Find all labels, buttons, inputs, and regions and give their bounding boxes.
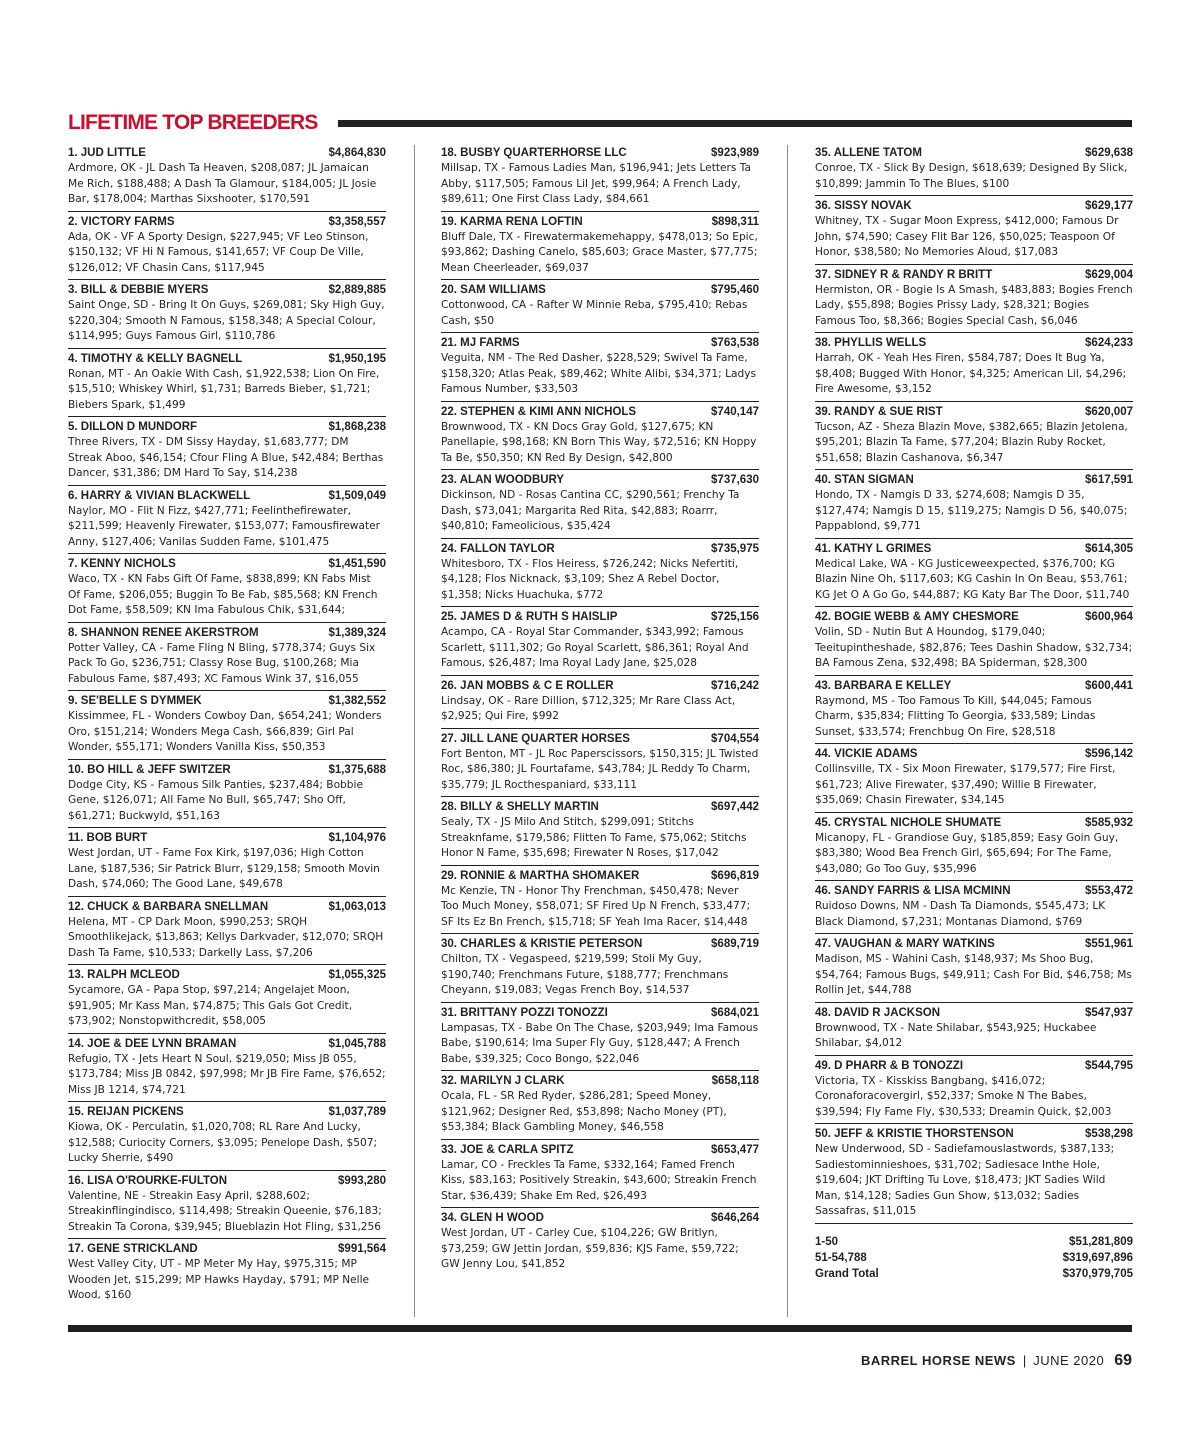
breeder-entry [815,145,1133,196]
page-title: LIFETIME TOP BREEDERS [68,111,318,134]
breeder-name: 37. SIDNEY R & RANDY R BRITT [815,268,993,281]
breeder-entry [68,145,386,212]
breeder-earnings: $617,591 [1085,474,1133,486]
breeder-earnings: $629,004 [1085,268,1133,281]
breeder-earnings: $600,441 [1085,679,1133,692]
breeder-earnings: $596,142 [1085,748,1133,760]
breeder-name: 1. JUD LITTLE [68,147,146,159]
breeder-earnings: $1,055,325 [328,969,386,981]
breeder-entry [441,934,759,1003]
breeder-details: West Jordan, UT - Carley Cue, $104,226; GW Britlyn, $73,259; GW Jettin Jordan, $59,836; KJS Fame, $59,722; GW Jenny Lou, $41,852 [441,1227,739,1270]
breeder-heading [68,556,386,572]
breeder-heading [815,1058,1133,1074]
breeder-heading [441,868,759,884]
breeder-entry [815,881,1133,934]
breeder-heading [441,1142,759,1158]
breeder-entry [441,145,759,212]
breeder-name: 9. SE'BELLE S DYMMEK [68,695,202,707]
breeder-heading [68,693,386,709]
breeder-details: Whitesboro, TX - Flos Heiress, $726,242; Nicks Nefertiti, $4,128; Flos Nicknack, $3,109; Shez A Rebel Doctor, $1,358; Nicks Huachuka, $772 [441,557,739,601]
breeder-name: 7. KENNY NICHOLS [68,558,176,570]
breeder-entry [441,539,759,608]
breeder-heading [68,967,386,983]
breeder-name: 13. RALPH MCLEOD [68,969,180,981]
breeder-earnings: $1,104,976 [328,832,386,844]
totals-amount: $370,979,705 [1062,1267,1133,1280]
breeder-name: 17. GENE STRICKLAND [68,1243,198,1255]
breeder-details: Raymond, MS - Too Famous To Kill, $44,045; Famous Charm, $35,834; Flitting To Georgia, $33,589; Lindas Sunset, $33,574; Frenchbug On Fire, $28,518 [815,694,1096,738]
totals-row [815,1266,1133,1282]
breeder-name: 11. BOB BURT [68,832,148,844]
breeder-heading [68,1173,386,1189]
breeder-heading [815,472,1133,488]
breeder-details: Madison, MS - Wahini Cash, $148,937; Ms Shoo Bug, $54,764; Famous Bugs, $49,911; Cash For Bid, $46,758; Ms Rollin Jet, $44,788 [815,953,1132,996]
breeder-name: 35. ALLENE TATOM [815,147,922,159]
breeder-details: West Valley City, UT - MP Meter My Hay, $975,315; MP Wooden Jet, $15,299; MP Hawks Hayday, $791; MP Nelle Wood, $160 [68,1258,370,1301]
breeder-earnings: $629,177 [1085,200,1133,212]
breeder-name: 38. PHYLLIS WELLS [815,337,927,349]
breeder-earnings: $4,864,830 [328,147,386,159]
breeder-heading [441,145,759,161]
breeder-earnings: $553,472 [1085,885,1133,897]
page-footer [861,1352,1132,1370]
breeder-heading [815,267,1133,283]
breeder-earnings: $716,242 [711,679,759,692]
breeder-earnings: $551,961 [1085,938,1133,950]
breeder-heading [68,1036,386,1052]
breeder-name: 44. VICKIE ADAMS [815,748,918,760]
breeder-earnings: $763,538 [711,337,759,349]
breeder-details: Conroe, TX - Slick By Design, $618,639; Designed By Slick, $10,899; Jammin To The Blues, $100 [815,162,1128,190]
breeder-details: Millsap, TX - Famous Ladies Man, $196,941; Jets Letters Ta Abby, $117,505; Famous Lil Jet, $99,964; A French Lady, $89,611; One First Class Lady, $84,661 [441,162,751,205]
breeder-earnings: $697,442 [711,801,759,813]
breeder-entry [441,729,759,798]
breeder-name: 16. LISA O'ROURKE-FULTON [68,1174,228,1187]
breeder-name: 26. JAN MOBBS & C E ROLLER [441,679,614,692]
breeder-earnings: $696,819 [711,869,759,882]
breeder-entry [815,1003,1133,1056]
breeder-earnings: $1,045,788 [328,1037,386,1050]
breeder-name: 4. TIMOTHY & KELLY BAGNELL [68,352,243,365]
breeder-earnings: $923,989 [711,147,759,159]
breeder-heading [441,731,759,747]
breeder-entry [441,607,759,676]
breeder-details: Bluff Dale, TX - Firewatermakemehappy, $478,013; So Epic, $93,862; Dashing Canelo, $85,603; Grace Master, $77,775; Mean Cheerleader, $69,037 [441,230,758,274]
breeder-entry [68,760,386,829]
breeder-entry [815,539,1133,608]
totals-label: 1-50 [815,1235,839,1248]
breeder-entry [815,934,1133,1003]
breeder-heading [68,488,386,504]
breeder-name: 43. BARBARA E KELLEY [815,679,952,692]
breeder-entry [441,1003,759,1072]
breeder-earnings: $1,037,789 [328,1106,386,1118]
breeder-heading [441,678,759,694]
breeder-entry [441,212,759,281]
breeder-entry [68,280,386,349]
breeder-heading [441,609,759,625]
totals-label: Grand Total [815,1267,879,1280]
totals-label: 51-54,788 [815,1251,867,1264]
breeder-details: Waco, TX - KN Fabs Gift Of Fame, $838,899; KN Fabs Mist Of Fame, $206,055; Buggin To Be Fab, $85,568; KN French Dot Fame, $58,509; KN Ima Fabulous Chik, $31,644; [68,573,378,616]
breeder-entry [68,965,386,1034]
breeder-heading [441,1073,759,1089]
breeder-name: 40. STAN SIGMAN [815,474,914,486]
breeder-details: Ronan, MT - An Oakie With Cash, $1,922,538; Lion On Fire, $15,510; Whiskey Whirl, $1,731; Barreds Bieber, $1,721; Biebers Spark, $1,499 [68,367,380,411]
breeder-earnings: $684,021 [711,1006,759,1019]
breeder-heading [815,746,1133,762]
breeder-details: Hondo, TX - Namgis D 33, $274,608; Namgis D 35, $127,474; Namgis D 15, $119,275; Namgis D 56, $40,075; Pappablond, $9,771 [815,489,1128,532]
breeder-earnings: $658,118 [711,1075,759,1087]
breeder-entry [441,797,759,866]
breeder-details: Sealy, TX - JS Milo And Stitch, $299,091; Stitchs Streaknfame, $179,586; Flitten To Fame, $75,062; Stitchs Honor N Fame, $35,698; Firewater N Roses, $17,042 [441,816,747,859]
breeder-name: 15. REIJAN PICKENS [68,1106,184,1118]
breeder-earnings: $991,564 [338,1243,386,1255]
breeder-earnings: $614,305 [1085,542,1133,555]
breeder-details: Chilton, TX - Vegaspeed, $219,599; Stoli My Guy, $190,740; Frenchmans Future, $188,777; Frenchmans Cheyann, $19,083; Vegas French Boy, $14,537 [441,953,729,996]
breeder-heading [68,1241,386,1257]
breeder-details: Naylor, MO - Flit N Fizz, $427,771; Feelinthefirewater, $211,599; Heavenly Firewater, $153,077; Famousfirewater Anny, $127,406; Vanilas Sudden Fame, $101,475 [68,504,380,548]
breeder-entry [68,623,386,692]
breeder-entry [441,1071,759,1140]
breeder-earnings: $653,477 [711,1143,759,1156]
breeder-entry [441,866,759,935]
column-divider [787,145,788,1317]
breeder-details: Potter Valley, CA - Fame Fling N Bling, $778,374; Guys Six Pack To Go, $236,751; Classy Rose Bug, $100,268; Mia Fabulous Fame, $87,493; XC Famous Wink 37, $16,055 [68,641,376,685]
breeder-name: 36. SISSY NOVAK [815,200,912,212]
breeder-name: 27. JILL LANE QUARTER HORSES [441,732,630,745]
breeder-details: Ocala, FL - SR Red Ryder, $286,281; Speed Money, $121,962; Designer Red, $53,898; Nacho Money (PT), $53,384; Black Gambling Money, $46,558 [441,1090,727,1133]
breeder-earnings: $544,795 [1085,1059,1133,1072]
publication-name: BARREL HORSE NEWS [860,1353,1016,1368]
breeder-earnings: $704,554 [711,732,759,745]
breeder-details: Medical Lake, WA - KG Justiceweexpected, $376,700; KG Blazin Nine Oh, $117,603; KG Cashin In On Beau, $53,761; KG Jet O A Go Go, $44,887; KG Katy Bar The Door, $11,740 [815,557,1130,601]
breeder-heading [68,214,386,230]
breeder-earnings: $735,975 [711,542,759,555]
breeder-entry [441,333,759,402]
breeder-heading [68,762,386,778]
breeder-entry [441,1140,759,1209]
breeder-earnings: $1,382,552 [328,695,386,707]
breeder-name: 25. JAMES D & RUTH S HAISLIP [441,611,618,623]
breeder-entry [68,1102,386,1171]
breeder-name: 23. ALAN WOODBURY [441,474,565,486]
breeder-entry [68,212,386,281]
breeder-heading [68,282,386,298]
breeder-heading [815,541,1133,557]
breeder-entry [68,1171,386,1240]
breeder-name: 33. JOE & CARLA SPITZ [441,1143,574,1156]
breeder-name: 6. HARRY & VIVIAN BLACKWELL [68,489,251,502]
breeder-details: Harrah, OK - Yeah Hes Firen, $584,787; Does It Bug Ya, $8,408; Bugged With Honor, $4,325; American Lil, $4,296; Fire Awesome, $3,152 [815,352,1127,395]
breeder-heading [441,404,759,420]
breeder-earnings: $737,630 [711,474,759,486]
breeder-earnings: $1,375,688 [328,763,386,776]
breeder-details: Three Rivers, TX - DM Sissy Hayday, $1,683,777; DM Streak Aboo, $46,154; Cfour Fling A Blue, $42,484; Berthas Dancer, $31,386; DM Hard To Say, $14,238 [68,436,384,479]
breeder-heading [68,899,386,915]
breeder-earnings: $646,264 [711,1212,759,1224]
breeder-heading [68,351,386,367]
breeder-entry [68,897,386,966]
breeder-details: Valentine, NE - Streakin Easy April, $288,602; Streakinflingindisco, $114,498; Streakin Queenie, $76,183; Streakin Ta Corona, $39,945; Blueblazin Hot Fling, $31,256 [68,1189,382,1233]
breeder-earnings: $1,509,049 [328,489,386,502]
breeder-heading [815,198,1133,214]
breeder-heading [441,1210,759,1226]
breeder-details: New Underwood, SD - Sadiefamouslastwords, $387,133; Sadiestominnieshoes, $31,702; Sadiesace Inthe Hole, $19,604; JKT Drifting Tu Love, $18,473; JKT Sadies Wild Man, $14,128; Sadies Gun Show, $13,032; Sadies Sassafras, $11,015 [815,1143,1115,1217]
breeder-heading [441,1005,759,1021]
breeder-name: 45. CRYSTAL NICHOLE SHUMATE [815,816,1002,829]
breeder-entry [68,554,386,623]
breeder-earnings: $620,007 [1085,405,1133,418]
breeder-name: 5. DILLON D MUNDORF [68,421,198,433]
breeder-name: 29. RONNIE & MARTHA SHOMAKER [441,869,640,882]
breeder-name: 21. MJ FARMS [441,337,520,349]
breeder-entry [441,1208,759,1276]
breeder-details: Brownwood, TX - KN Docs Gray Gold, $127,675; KN Panellapie, $98,168; KN Born This Way, $72,516; KN Hoppy Ta Be, $50,350; KN Red By Design, $42,800 [441,420,757,464]
breeder-details: Lindsay, OK - Rare Dillion, $712,325; Mr Rare Class Act, $2,925; Qui Fire, $992 [441,694,736,722]
breeder-entry [441,402,759,471]
breeder-heading [815,1126,1133,1142]
breeder-name: 49. D PHARR & B TONOZZI [815,1059,964,1072]
breeder-details: Brownwood, TX - Nate Shilabar, $543,925; Huckabee Shilabar, $4,012 [815,1021,1097,1049]
breeder-entry [68,486,386,555]
breeder-details: West Jordan, UT - Fame Fox Kirk, $197,036; High Cotton Lane, $187,536; Sir Patrick Blurr, $129,158; Smooth Movin Dash, $74,060; The Good Lane, $49,678 [68,847,380,890]
totals-amount: $319,697,896 [1062,1251,1133,1264]
breeder-earnings: $547,937 [1085,1006,1133,1019]
breeder-earnings: $585,932 [1085,816,1133,829]
breeder-details: Collinsville, TX - Six Moon Firewater, $179,577; Fire First, $61,723; Alive Firewater, $37,490; Willie B Firewater, $35,069; Chasin Firewater, $34,145 [815,763,1116,806]
breeder-earnings: $1,868,238 [328,421,386,433]
breeder-heading [441,214,759,230]
breeder-earnings: $538,298 [1085,1128,1133,1140]
column-2 [441,145,759,1276]
breeder-earnings: $2,889,885 [328,284,386,296]
breeder-heading [815,815,1133,831]
breeder-details: Ardmore, OK - JL Dash Ta Heaven, $208,087; JL Jamaican Me Rich, $188,488; A Dash Ta Glamour, $184,005; JL Josie Bar, $178,004; Marthas Sixshooter, $170,591 [68,162,377,205]
breeder-entry [815,1124,1133,1224]
breeder-heading [441,799,759,815]
breeder-name: 34. GLEN H WOOD [441,1212,544,1224]
breeder-heading [68,419,386,435]
breeder-earnings: $624,233 [1085,337,1133,349]
breeder-heading [815,1005,1133,1021]
breeder-heading [815,145,1133,161]
breeder-name: 2. VICTORY FARMS [68,215,175,228]
breeder-name: 39. RANDY & SUE RIST [815,405,943,418]
breeder-name: 8. SHANNON RENEE AKERSTROM [68,626,259,639]
section-header [68,111,1132,135]
breeder-entry [815,744,1133,813]
title-rule [338,120,1132,127]
breeder-entry [815,813,1133,882]
breeder-entry [441,280,759,333]
footer-separator: | [1022,1353,1027,1368]
page-number: 69 [1114,1352,1132,1369]
breeder-name: 48. DAVID R JACKSON [815,1006,941,1019]
breeder-details: Lampasas, TX - Babe On The Chase, $203,949; Ima Famous Babe, $190,614; Ima Super Fly Guy, $128,447; A French Babe, $39,325; Coco Bongo, $22,046 [441,1021,759,1065]
breeder-entry [68,1034,386,1103]
breeder-earnings: $1,451,590 [328,558,386,570]
breeder-details: Cottonwood, CA - Rafter W Minnie Reba, $795,410; Rebas Cash, $50 [441,299,748,327]
breeder-earnings: $740,147 [711,405,759,418]
breeder-earnings: $898,311 [711,215,759,228]
breeder-entry [815,333,1133,402]
breeder-name: 14. JOE & DEE LYNN BRAMAN [68,1037,237,1050]
breeder-details: Lamar, CO - Freckles Ta Fame, $332,164; Famed French Kiss, $83,163; Positively Streakin, $43,600; Streakin French Star, $36,439; Shake Em Red, $26,493 [441,1158,757,1202]
breeder-name: 18. BUSBY QUARTERHORSE LLC [441,147,627,159]
breeder-details: Refugio, TX - Jets Heart N Soul, $219,050; Miss JB 055, $173,784; Miss JB 0842, $97,998; Mr JB Fire Fame, $76,652; Miss JB 1214, $74,721 [68,1052,386,1096]
breeder-name: 42. BOGIE WEBB & AMY CHESMORE [815,611,1019,623]
totals-row [815,1250,1133,1266]
breeder-heading [815,404,1133,420]
breeder-name: 46. SANDY FARRIS & LISA MCMINN [815,885,1011,897]
breeder-details: Tucson, AZ - Sheza Blazin Move, $382,665; Blazin Jetolena, $95,201; Blazin Ta Fame, $77,204; Blazin Ruby Rocket, $51,658; Blazin Cashanova, $6,347 [815,420,1128,464]
breeder-name: 10. BO HILL & JEFF SWITZER [68,763,231,776]
breeder-name: 20. SAM WILLIAMS [441,284,546,296]
breeder-heading [815,936,1133,952]
breeder-heading [441,335,759,351]
breeder-heading [815,335,1133,351]
breeder-details: Helena, MT - CP Dark Moon, $990,253; SRQH Smoothlikejack, $13,863; Kellys Darkvader, $12,070; SRQH Dash Ta Fame, $10,533; Darkelly Lass, $7,206 [68,915,384,959]
breeder-name: 19. KARMA RENA LOFTIN [441,215,583,228]
breeder-heading [441,472,759,488]
breeder-earnings: $629,638 [1085,147,1133,159]
breeder-name: 30. CHARLES & KRISTIE PETERSON [441,938,643,950]
breeder-entry [441,470,759,539]
breeder-entry [815,402,1133,471]
breeder-heading [815,883,1133,899]
breeder-heading [815,678,1133,694]
breeder-entry [441,676,759,729]
breeder-details: Kiowa, OK - Perculatin, $1,020,708; RL Rare And Lucky, $12,588; Curiocity Corners, $3,095; Penelope Dash, $507; Lucky Sherrie, $490 [68,1121,378,1164]
breeder-name: 28. BILLY & SHELLY MARTIN [441,801,599,813]
breeder-entry [68,691,386,760]
breeder-details: Dickinson, ND - Rosas Cantina CC, $290,561; Frenchy Ta Dash, $73,041; Margarita Red Rita, $42,883; Roarrr, $40,810; Fameolicious, $35,424 [441,489,740,532]
column-3 [815,145,1133,1282]
totals-amount: $51,281,809 [1069,1235,1133,1248]
breeder-name: 32. MARILYN J CLARK [441,1075,565,1087]
breeder-entry [68,828,386,897]
breeder-heading [815,609,1133,625]
breeder-entry [68,1239,386,1307]
breeder-details: Acampo, CA - Royal Star Commander, $343,992; Famous Scarlett, $111,302; Go Royal Scarlett, $86,361; Royal And Famous, $26,487; Ima Royal Lady Jane, $25,028 [441,626,749,669]
breeder-details: Dodge City, KS - Famous Silk Panties, $237,484; Bobbie Gene, $126,071; All Fame No Bull, $65,747; Sho Off, $61,271; Buckwyld, $51,163 [68,778,363,822]
breeder-entry [815,607,1133,676]
breeder-earnings: $1,389,324 [328,626,386,639]
totals-block [815,1234,1133,1282]
breeder-name: 12. CHUCK & BARBARA SNELLMAN [68,900,269,913]
breeder-details: Veguita, NM - The Red Dasher, $228,529; Swivel Ta Fame, $158,320; Atlas Peak, $89,462; White Alibi, $34,371; Ladys Famous Number, $33,503 [441,352,757,395]
breeder-heading [441,936,759,952]
breeder-earnings: $689,719 [711,938,759,950]
breeder-details: Saint Onge, SD - Bring It On Guys, $269,081; Sky High Guy, $220,304; Smooth N Famous, $158,348; A Special Colour, $114,995; Guys Famous Girl, $110,786 [68,299,385,342]
breeder-heading [68,1104,386,1120]
breeder-heading [441,541,759,557]
breeder-details: Ruidoso Downs, NM - Dash Ta Diamonds, $545,473; LK Black Diamond, $7,231; Montanas Diamond, $769 [815,900,1106,928]
breeder-entry [815,1056,1133,1125]
breeder-details: Ada, OK - VF A Sporty Design, $227,945; VF Leo Stinson, $150,132; VF Hi N Famous, $141,657; VF Coup De Ville, $126,012; VF Chasin Cans, $117,945 [68,230,369,274]
breeder-details: Hermiston, OR - Bogie Is A Smash, $483,883; Bogies French Lady, $55,898; Bogies Prissy Lady, $28,321; Bogies Famous Too, $8,366; Bogies Special Cash, $6,046 [815,283,1133,327]
breeder-earnings: $3,358,557 [328,215,386,228]
breeder-name: 24. FALLON TAYLOR [441,542,555,555]
breeder-details: Fort Benton, MT - JL Roc Paperscissors, $150,315; JL Twisted Roc, $86,380; JL Fourtafame, $43,784; JL Reddy To Charm, $35,779; JL Rocthespaniard, $33,111 [441,747,759,791]
breeder-earnings: $1,950,195 [328,352,386,365]
breeder-heading [68,145,386,161]
breeder-name: 50. JEFF & KRISTIE THORSTENSON [815,1128,1014,1140]
breeder-name: 31. BRITTANY POZZI TONOZZI [441,1006,608,1019]
breeder-earnings: $993,280 [338,1174,386,1187]
breeder-details: Micanopy, FL - Grandiose Guy, $185,859; Easy Goin Guy, $83,380; Wood Bea French Girl, $65,694; For The Fame, $43,080; Go Too Guy, $35,996 [815,831,1119,875]
breeder-details: Sycamore, GA - Papa Stop, $97,214; Angelajet Moon, $91,905; Mr Kass Man, $74,875; This Gals Got Credit, $73,902; Nonstopwithcredit, $58,005 [68,984,353,1027]
issue-date: JUNE 2020 [1033,1353,1105,1368]
breeder-earnings: $1,063,013 [328,900,386,913]
breeder-details: Kissimmee, FL - Wonders Cowboy Dan, $654,241; Wonders Oro, $151,214; Wonders Mega Cash, $66,839; Girl Pal Wonder, $55,171; Wonders Vanilla Kiss, $50,353 [68,710,382,753]
breeder-heading [68,830,386,846]
breeder-entry [815,470,1133,539]
breeder-entry [815,265,1133,334]
breeder-earnings: $795,460 [711,284,759,296]
breeder-entry [68,417,386,486]
breeder-details: Volin, SD - Nutin But A Houndog, $179,040; Teeitupintheshade, $82,876; Tees Dashin Shadow, $32,734; BA Famous Zena, $32,498; BA Spiderman, $28,300 [815,626,1133,669]
breeder-earnings: $725,156 [711,611,759,623]
breeder-entry [815,196,1133,265]
breeder-name: 3. BILL & DEBBIE MYERS [68,284,209,296]
breeder-heading [68,625,386,641]
breeder-details: Victoria, TX - Kisskiss Bangbang, $416,072; Coronaforacovergirl, $52,337; Smoke N The Babes, $39,594; Fly Fame Fly, $30,533; Dreamin Quick, $2,003 [815,1074,1112,1118]
breeder-name: 41. KATHY L GRIMES [815,542,932,555]
breeder-earnings: $600,964 [1085,611,1133,623]
totals-row [815,1234,1133,1250]
breeder-heading [441,282,759,298]
breeder-entry [68,349,386,418]
breeder-details: Mc Kenzie, TN - Honor Thy Frenchman, $450,478; Never Too Much Money, $58,071; SF Fired Up N French, $33,477; SF Its Ez Bn French, $15,718; SF Yeah Ima Racer, $14,448 [441,884,751,928]
column-1 [68,145,386,1307]
breeder-details: Whitney, TX - Sugar Moon Express, $412,000; Famous Dr John, $74,590; Casey Flit Bar 126, $50,025; Teaspoon Of Honor, $38,580; No Memories Aloud, $17,083 [815,215,1119,258]
breeder-name: 22. STEPHEN & KIMI ANN NICHOLS [441,405,637,418]
breeder-entry [815,676,1133,745]
column-divider [414,145,415,1317]
breeder-name: 47. VAUGHAN & MARY WATKINS [815,938,995,950]
bottom-rule [68,1325,1132,1332]
